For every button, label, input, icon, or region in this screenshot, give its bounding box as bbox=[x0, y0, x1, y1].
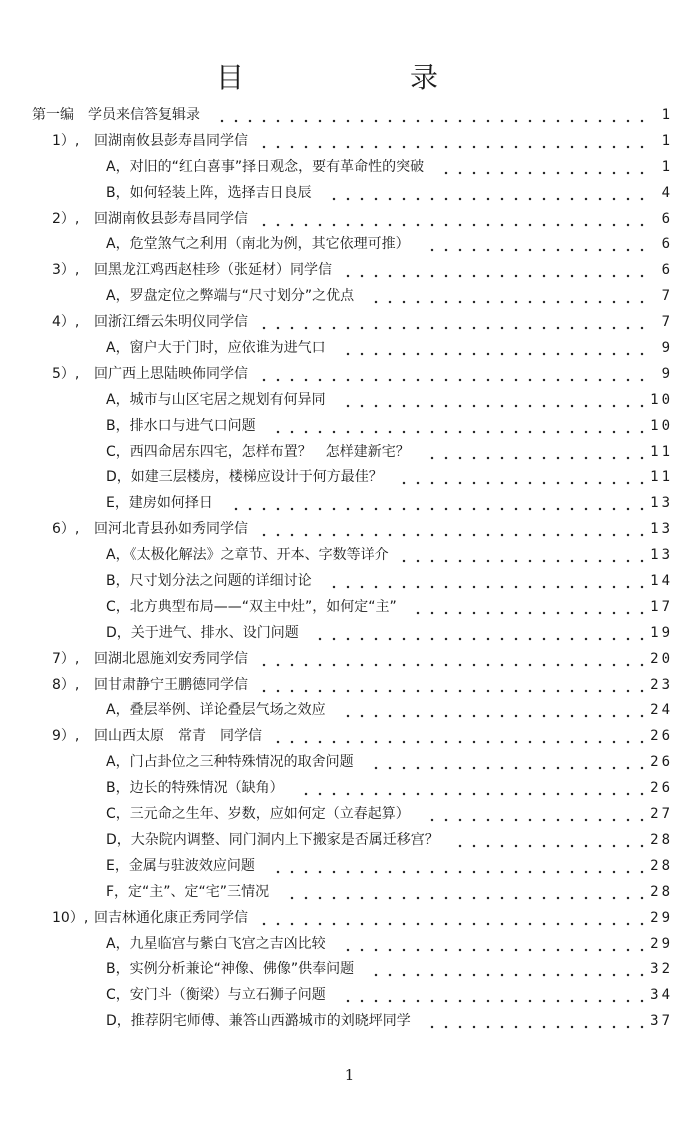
toc-page-number: 26 bbox=[650, 728, 673, 745]
toc-item-title: A，叠层举例、详论叠层气场之效应 bbox=[106, 702, 326, 719]
toc-item-number: 4）, bbox=[52, 314, 80, 331]
toc-chapter bbox=[0, 310, 699, 336]
dot-leader bbox=[401, 543, 649, 569]
toc-page-number: 6 bbox=[661, 236, 673, 253]
toc-item-title: 第一编 学员来信答复辑录 bbox=[32, 107, 200, 123]
toc-page-number: 28 bbox=[650, 831, 673, 848]
toc-item-number: 1）, bbox=[52, 132, 80, 149]
toc-page-number: 9 bbox=[661, 340, 673, 357]
toc-page-number: 29 bbox=[650, 909, 673, 926]
dot-leader bbox=[436, 155, 649, 181]
toc-page-number: 28 bbox=[650, 883, 673, 900]
toc-page-number: 26 bbox=[650, 780, 673, 797]
toc-subitem bbox=[0, 750, 699, 776]
toc-page-number: 11 bbox=[650, 469, 673, 486]
toc-page-number: 28 bbox=[650, 857, 673, 874]
toc-page-number: 29 bbox=[650, 935, 673, 952]
dot-leader bbox=[366, 750, 649, 776]
dot-leader bbox=[267, 854, 649, 880]
toc-page-number: 7 bbox=[661, 288, 673, 305]
dot-leader bbox=[451, 828, 649, 854]
dot-leader bbox=[212, 103, 649, 129]
toc-item-number: 7）, bbox=[52, 650, 80, 667]
toc-page-number: 1 bbox=[661, 158, 673, 175]
dot-leader bbox=[260, 647, 649, 673]
page-title bbox=[0, 58, 699, 98]
toc-item-number: 10）, bbox=[52, 909, 89, 926]
toc-page-number: 13 bbox=[650, 521, 673, 538]
toc-subitem bbox=[0, 181, 699, 207]
toc-page-number: 7 bbox=[661, 314, 673, 331]
dot-leader bbox=[324, 569, 649, 595]
dot-leader bbox=[338, 388, 649, 414]
dot-leader bbox=[338, 698, 649, 724]
toc-page-number: 1 bbox=[661, 107, 673, 123]
toc-item-title: C，三元命之生年、岁数，应如何定（立春起算） bbox=[106, 806, 410, 823]
dot-leader bbox=[422, 802, 649, 828]
dot-leader bbox=[225, 491, 649, 517]
toc-item-title: E，金属与驻波效应问题 bbox=[106, 857, 255, 874]
dot-leader bbox=[268, 414, 649, 440]
toc-chapter bbox=[0, 258, 699, 284]
toc-item-number: 8）, bbox=[52, 676, 80, 693]
toc-chapter bbox=[0, 647, 699, 673]
toc-item-title: D，推荐阴宅师傅、兼答山西潞城市的刘晓坪同学 bbox=[106, 1013, 411, 1030]
toc-item-title: 回浙江缙云朱明仪同学信 bbox=[94, 314, 248, 331]
toc-item-title: 回广西上思陆映佈同学信 bbox=[94, 365, 248, 382]
toc-item-title: B，边长的特殊情况（缺角） bbox=[106, 780, 284, 797]
dot-leader bbox=[422, 232, 649, 258]
toc-item-title: 回吉林通化康正秀同学信 bbox=[94, 909, 248, 926]
toc-subitem bbox=[0, 440, 699, 466]
dot-leader bbox=[260, 129, 649, 155]
toc-page-number: 14 bbox=[650, 573, 673, 590]
toc-subitem bbox=[0, 155, 699, 181]
toc-subitem bbox=[0, 1009, 699, 1035]
toc-page-number: 32 bbox=[650, 961, 673, 978]
toc-item-title: A，九星临宫与紫白飞宫之吉凶比较 bbox=[106, 935, 326, 952]
toc-item-title: A，窗户大于门时，应依谁为进气口 bbox=[106, 340, 326, 357]
toc-subitem bbox=[0, 569, 699, 595]
toc-subitem bbox=[0, 414, 699, 440]
dot-leader bbox=[395, 465, 649, 491]
table-of-contents bbox=[0, 103, 699, 1035]
toc-item-title: C，北方典型布局——“双主中灶”，如何定“主” bbox=[106, 598, 397, 615]
dot-leader bbox=[260, 310, 649, 336]
toc-item-number: 5）, bbox=[52, 365, 80, 382]
toc-subitem bbox=[0, 932, 699, 958]
toc-page-number: 6 bbox=[661, 210, 673, 227]
toc-page-number: 37 bbox=[650, 1013, 673, 1030]
toc-item-title: A，《太极化解法》之章节、开本、字数等详介 bbox=[106, 547, 389, 564]
dot-leader bbox=[366, 957, 649, 983]
toc-page-number: 24 bbox=[650, 702, 673, 719]
toc-page-number: 20 bbox=[650, 650, 673, 667]
toc-subitem bbox=[0, 880, 699, 906]
toc-item-title: B，如何轻装上阵，选择吉日良辰 bbox=[106, 184, 312, 201]
toc-chapter bbox=[0, 724, 699, 750]
dot-leader bbox=[422, 440, 649, 466]
toc-page-number: 6 bbox=[661, 262, 673, 279]
toc-item-title: 回湖南攸县彭寿昌同学信 bbox=[94, 132, 248, 149]
dot-leader bbox=[260, 517, 649, 543]
toc-item-title: 回湖北恩施刘安秀同学信 bbox=[94, 650, 248, 667]
toc-item-title: E，建房如何择日 bbox=[106, 495, 213, 512]
toc-item-title: F，定“主”、定“宅”三情况 bbox=[106, 883, 270, 900]
toc-chapter bbox=[0, 129, 699, 155]
toc-page-number: 26 bbox=[650, 754, 673, 771]
toc-subitem bbox=[0, 983, 699, 1009]
dot-leader bbox=[281, 880, 649, 906]
toc-page-number: 9 bbox=[661, 365, 673, 382]
toc-item-title: D，大杂院内调整、同门洞内上下搬家是否属迁移宫？ bbox=[106, 831, 439, 848]
dot-leader bbox=[260, 906, 649, 932]
toc-item-title: A，罗盘定位之弊端与“尺寸划分”之优点 bbox=[106, 288, 355, 305]
toc-item-title: A，城市与山区宅居之规划有何异同 bbox=[106, 391, 326, 408]
dot-leader bbox=[274, 724, 649, 750]
toc-subitem bbox=[0, 595, 699, 621]
title-char-left: 目 bbox=[216, 61, 245, 94]
title-char-right: 录 bbox=[410, 61, 439, 94]
dot-leader bbox=[366, 284, 649, 310]
dot-leader bbox=[338, 932, 649, 958]
toc-subitem bbox=[0, 828, 699, 854]
toc-page-number: 1 bbox=[661, 132, 673, 149]
toc-item-title: 回山西太原 常青 同学信 bbox=[94, 728, 262, 745]
toc-item-number: 3）, bbox=[52, 262, 80, 279]
page-number: 1 bbox=[344, 1066, 355, 1084]
toc-item-title: B，实例分析兼论“神像、佛像”供奉问题 bbox=[106, 961, 355, 978]
toc-item-title: A，对旧的“红白喜事”择日观念，要有革命性的突破 bbox=[106, 158, 425, 175]
toc-item-number: 9）, bbox=[52, 728, 80, 745]
toc-page-number: 34 bbox=[650, 987, 673, 1004]
toc-subitem bbox=[0, 621, 699, 647]
dot-leader bbox=[296, 776, 649, 802]
toc-subitem bbox=[0, 336, 699, 362]
dot-leader bbox=[338, 983, 649, 1009]
toc-item-title: 回湖南攸县彭寿昌同学信 bbox=[94, 210, 248, 227]
dot-leader bbox=[409, 595, 649, 621]
toc-subitem bbox=[0, 284, 699, 310]
toc-item-title: D，关于进气、排水、设门问题 bbox=[106, 624, 299, 641]
toc-chapter bbox=[0, 906, 699, 932]
toc-subitem bbox=[0, 698, 699, 724]
toc-subitem bbox=[0, 854, 699, 880]
toc-item-title: B，排水口与进气口问题 bbox=[106, 417, 256, 434]
toc-page-number: 17 bbox=[650, 598, 673, 615]
toc-item-title: 回甘肃静宁王鹏德同学信 bbox=[94, 676, 248, 693]
toc-item-title: D，如建三层楼房，楼梯应设计于何方最佳？ bbox=[106, 469, 383, 486]
toc-item-title: B，尺寸划分法之问题的详细讨论 bbox=[106, 573, 312, 590]
toc-page-number: 4 bbox=[661, 184, 673, 201]
toc-subitem bbox=[0, 465, 699, 491]
dot-leader bbox=[311, 621, 649, 647]
dot-leader bbox=[260, 207, 649, 233]
dot-leader bbox=[338, 336, 649, 362]
toc-subitem bbox=[0, 543, 699, 569]
toc-item-title: 回黑龙江鸡西赵桂珍（张延材）同学信 bbox=[94, 262, 332, 279]
toc-item-title: A，门占卦位之三种特殊情况的取舍问题 bbox=[106, 754, 354, 771]
toc-subitem bbox=[0, 957, 699, 983]
toc-page-number: 10 bbox=[650, 417, 673, 434]
toc-subitem bbox=[0, 491, 699, 517]
toc-section bbox=[0, 103, 699, 129]
toc-page-number: 19 bbox=[650, 624, 673, 641]
toc-page-number: 10 bbox=[650, 391, 673, 408]
toc-subitem bbox=[0, 776, 699, 802]
toc-subitem bbox=[0, 388, 699, 414]
toc-item-title: A，危堂煞气之利用（南北为例，其它依理可推） bbox=[106, 236, 410, 253]
toc-item-title: 回河北青县孙如秀同学信 bbox=[94, 521, 248, 538]
dot-leader bbox=[344, 258, 649, 284]
toc-item-title: C，西四命居东四宅，怎样布置？ 怎样建新宅？ bbox=[106, 443, 410, 460]
toc-chapter bbox=[0, 207, 699, 233]
toc-item-number: 2）, bbox=[52, 210, 80, 227]
dot-leader bbox=[324, 181, 649, 207]
dot-leader bbox=[260, 362, 649, 388]
toc-subitem bbox=[0, 802, 699, 828]
toc-page-number: 11 bbox=[650, 443, 673, 460]
dot-leader bbox=[260, 673, 649, 699]
toc-chapter bbox=[0, 517, 699, 543]
toc-item-title: C，安门斗（衡梁）与立石狮子问题 bbox=[106, 987, 326, 1004]
toc-subitem bbox=[0, 232, 699, 258]
toc-item-number: 6）, bbox=[52, 521, 80, 538]
toc-page-number: 13 bbox=[650, 495, 673, 512]
toc-page-number: 27 bbox=[650, 806, 673, 823]
toc-chapter bbox=[0, 673, 699, 699]
toc-page-number: 13 bbox=[650, 547, 673, 564]
dot-leader bbox=[423, 1009, 649, 1035]
toc-chapter bbox=[0, 362, 699, 388]
toc-page-number: 23 bbox=[650, 676, 673, 693]
